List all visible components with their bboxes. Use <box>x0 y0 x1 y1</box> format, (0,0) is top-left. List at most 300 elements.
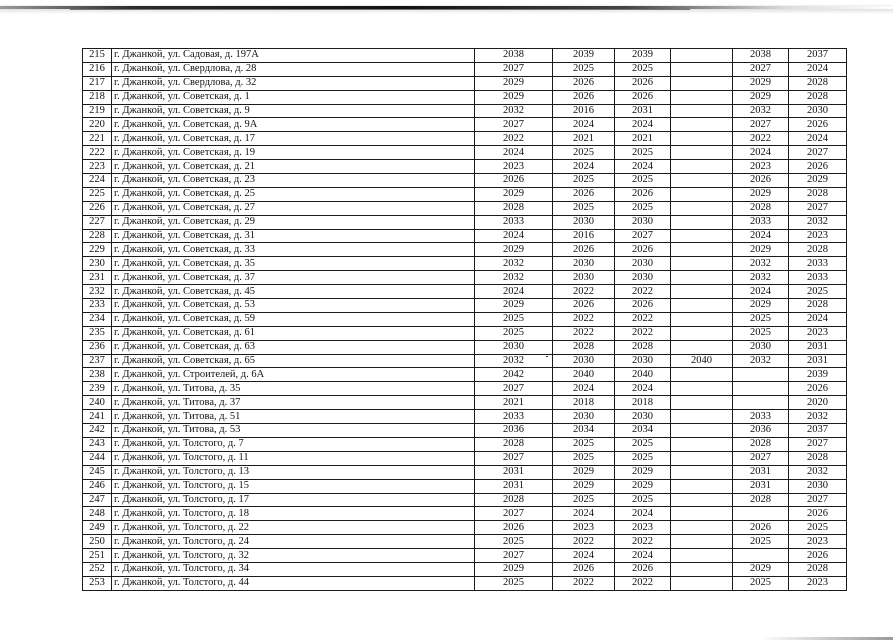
year-cell: 2031 <box>475 465 553 479</box>
year-cell: 2027 <box>733 451 789 465</box>
year-cell: 2028 <box>553 340 615 354</box>
year-cell: 2020 <box>789 396 847 410</box>
year-cell: 2027 <box>475 451 553 465</box>
year-cell: 2026 <box>475 521 553 535</box>
table-row <box>83 49 847 63</box>
year-cell: 2026 <box>789 382 847 396</box>
year-cell: 2027 <box>475 382 553 396</box>
row-number-cell: 244 <box>83 451 112 465</box>
year-cell: 2024 <box>475 285 553 299</box>
row-number-cell: 217 <box>83 76 112 90</box>
year-cell: 2030 <box>553 271 615 285</box>
address-cell: г. Джанкой, ул. Толстого, д. 32 <box>112 549 475 563</box>
year-cell: 2025 <box>615 451 671 465</box>
address-cell: г. Джанкой, ул. Толстого, д. 22 <box>112 521 475 535</box>
table-row <box>83 424 847 438</box>
year-cell: 2026 <box>553 187 615 201</box>
year-cell: 2030 <box>615 257 671 271</box>
address-cell: г. Джанкой, ул. Советская, д. 61 <box>112 326 475 340</box>
year-cell: 2025 <box>553 201 615 215</box>
table-row <box>83 62 847 76</box>
year-cell: 2027 <box>475 118 553 132</box>
year-cell: 2030 <box>615 354 671 368</box>
year-cell: 2025 <box>553 62 615 76</box>
year-cell: 2025 <box>553 493 615 507</box>
year-cell: 2022 <box>733 132 789 146</box>
year-cell: 2026 <box>553 76 615 90</box>
row-number-cell: 221 <box>83 132 112 146</box>
year-cell: 2033 <box>733 215 789 229</box>
year-cell: 2025 <box>733 576 789 590</box>
address-cell: г. Джанкой, ул. Толстого, д. 11 <box>112 451 475 465</box>
year-cell: 2031 <box>733 479 789 493</box>
year-cell: 2027 <box>789 201 847 215</box>
row-number-cell: 230 <box>83 257 112 271</box>
year-cell <box>671 174 733 188</box>
year-cell: 2025 <box>615 146 671 160</box>
table-row <box>83 340 847 354</box>
table-body <box>83 49 847 591</box>
year-cell: 2024 <box>615 549 671 563</box>
year-cell: 2025 <box>553 451 615 465</box>
address-cell: г. Джанкой, ул. Советская, д. 29 <box>112 215 475 229</box>
row-number-cell: 220 <box>83 118 112 132</box>
row-number-cell: 233 <box>83 299 112 313</box>
address-cell: г. Джанкой, ул. Толстого, д. 18 <box>112 507 475 521</box>
year-cell <box>671 257 733 271</box>
year-cell: 2039 <box>553 49 615 63</box>
year-cell: 2024 <box>553 507 615 521</box>
year-cell: 2026 <box>789 118 847 132</box>
table-row <box>83 493 847 507</box>
year-cell <box>671 160 733 174</box>
year-cell: 2024 <box>553 549 615 563</box>
table-row <box>83 271 847 285</box>
year-cell <box>671 62 733 76</box>
year-cell: 2023 <box>789 535 847 549</box>
year-cell <box>671 451 733 465</box>
year-cell: 2025 <box>733 326 789 340</box>
table-row <box>83 312 847 326</box>
year-cell: 2025 <box>553 174 615 188</box>
row-number-cell: 228 <box>83 229 112 243</box>
year-cell: 2026 <box>615 187 671 201</box>
year-cell: 2022 <box>615 285 671 299</box>
year-cell <box>671 215 733 229</box>
year-cell: 2028 <box>789 187 847 201</box>
year-cell: 2032 <box>733 104 789 118</box>
year-cell <box>671 299 733 313</box>
year-cell <box>671 507 733 521</box>
table-row <box>83 160 847 174</box>
table-row <box>83 118 847 132</box>
year-cell: 2031 <box>789 354 847 368</box>
year-cell: 2018 <box>615 396 671 410</box>
year-cell <box>671 479 733 493</box>
address-cell: г. Джанкой, ул. Советская, д. 35 <box>112 257 475 271</box>
address-cell: г. Джанкой, ул. Свердлова, д. 32 <box>112 76 475 90</box>
year-cell: 2026 <box>553 243 615 257</box>
year-cell: 2016 <box>553 104 615 118</box>
row-number-cell: 253 <box>83 576 112 590</box>
year-cell <box>671 201 733 215</box>
year-cell <box>671 104 733 118</box>
row-number-cell: 247 <box>83 493 112 507</box>
year-cell: 2029 <box>733 187 789 201</box>
year-cell: 2025 <box>475 326 553 340</box>
year-cell: 2029 <box>553 479 615 493</box>
year-cell: 2028 <box>789 299 847 313</box>
year-cell: 2032 <box>733 271 789 285</box>
year-cell: 2028 <box>733 493 789 507</box>
year-cell: 2030 <box>789 479 847 493</box>
table-row <box>83 326 847 340</box>
year-cell <box>671 382 733 396</box>
year-cell <box>671 187 733 201</box>
address-cell: г. Джанкой, ул. Советская, д. 1 <box>112 90 475 104</box>
year-cell: 2034 <box>615 424 671 438</box>
year-cell: 2028 <box>789 76 847 90</box>
address-cell: г. Джанкой, ул. Советская, д. 33 <box>112 243 475 257</box>
table-row <box>83 90 847 104</box>
table-row <box>83 465 847 479</box>
year-cell: 2030 <box>553 257 615 271</box>
year-cell <box>671 146 733 160</box>
address-cell: г. Джанкой, ул. Титова, д. 53 <box>112 424 475 438</box>
year-cell: 2023 <box>789 326 847 340</box>
table-row <box>83 521 847 535</box>
row-number-cell: 239 <box>83 382 112 396</box>
table-row <box>83 76 847 90</box>
year-cell: 2029 <box>475 243 553 257</box>
year-cell: 2029 <box>789 174 847 188</box>
address-cell: г. Джанкой, ул. Строителей, д. 6А <box>112 368 475 382</box>
year-cell: 2030 <box>553 215 615 229</box>
address-cell: г. Джанкой, ул. Советская, д. 65 <box>112 354 475 368</box>
year-cell: 2024 <box>615 118 671 132</box>
year-cell <box>671 535 733 549</box>
year-cell: 2021 <box>615 132 671 146</box>
table-row <box>83 437 847 451</box>
year-cell: 2026 <box>733 174 789 188</box>
year-cell <box>671 326 733 340</box>
address-cell: г. Джанкой, ул. Советская, д. 27 <box>112 201 475 215</box>
year-cell: 2032 <box>789 410 847 424</box>
year-cell <box>671 118 733 132</box>
table-row <box>83 451 847 465</box>
year-cell <box>671 90 733 104</box>
year-cell <box>733 507 789 521</box>
year-cell <box>671 424 733 438</box>
year-cell: 2028 <box>789 562 847 576</box>
row-number-cell: 222 <box>83 146 112 160</box>
address-cell: г. Джанкой, ул. Титова, д. 35 <box>112 382 475 396</box>
year-cell <box>671 132 733 146</box>
year-cell: 2024 <box>615 160 671 174</box>
year-cell: 2026 <box>615 562 671 576</box>
year-cell: 2042 <box>475 368 553 382</box>
year-cell <box>733 396 789 410</box>
year-cell: 2032 <box>475 104 553 118</box>
year-cell: 2026 <box>615 76 671 90</box>
row-number-cell: 246 <box>83 479 112 493</box>
year-cell: 2029 <box>475 299 553 313</box>
year-cell: 2031 <box>789 340 847 354</box>
table-row <box>83 368 847 382</box>
year-cell: 2026 <box>615 299 671 313</box>
year-cell: 2022 <box>553 285 615 299</box>
year-cell: 2029 <box>475 187 553 201</box>
year-cell: 2033 <box>789 271 847 285</box>
year-cell: 2027 <box>789 437 847 451</box>
row-number-cell: 216 <box>83 62 112 76</box>
address-cell: г. Джанкой, ул. Свердлова, д. 28 <box>112 62 475 76</box>
year-cell: 2030 <box>615 215 671 229</box>
address-cell: г. Джанкой, ул. Толстого, д. 15 <box>112 479 475 493</box>
year-cell: 2038 <box>475 49 553 63</box>
year-cell: 2027 <box>733 62 789 76</box>
year-cell: 2028 <box>789 243 847 257</box>
row-number-cell: 225 <box>83 187 112 201</box>
year-cell: 2031 <box>615 104 671 118</box>
address-cell: г. Джанкой, ул. Советская, д. 25 <box>112 187 475 201</box>
table-row <box>83 215 847 229</box>
year-cell <box>671 312 733 326</box>
year-cell: 2032 <box>475 271 553 285</box>
year-cell: 2022 <box>615 535 671 549</box>
year-cell: 2031 <box>475 479 553 493</box>
row-number-cell: 235 <box>83 326 112 340</box>
year-cell: 2025 <box>553 437 615 451</box>
year-cell: 2029 <box>733 90 789 104</box>
address-cell: г. Джанкой, ул. Советская, д. 59 <box>112 312 475 326</box>
year-cell <box>671 285 733 299</box>
year-cell: 2029 <box>553 465 615 479</box>
table-row <box>83 187 847 201</box>
year-cell: 2025 <box>615 201 671 215</box>
year-cell: 2032 <box>789 465 847 479</box>
year-cell <box>671 521 733 535</box>
year-cell: 2037 <box>789 49 847 63</box>
row-number-cell: 232 <box>83 285 112 299</box>
year-cell: 2025 <box>615 62 671 76</box>
year-cell: 2030 <box>789 104 847 118</box>
year-cell: 2025 <box>733 535 789 549</box>
row-number-cell: 215 <box>83 49 112 63</box>
year-cell: 2040 <box>615 368 671 382</box>
row-number-cell: 218 <box>83 90 112 104</box>
row-number-cell: 238 <box>83 368 112 382</box>
year-cell: 2025 <box>789 521 847 535</box>
year-cell: 2026 <box>553 299 615 313</box>
year-cell <box>671 229 733 243</box>
year-cell: 2026 <box>789 160 847 174</box>
year-cell <box>671 465 733 479</box>
year-cell: 2026 <box>475 174 553 188</box>
year-cell <box>671 493 733 507</box>
year-cell: 2023 <box>789 229 847 243</box>
address-cell: г. Джанкой, ул. Советская, д. 17 <box>112 132 475 146</box>
row-number-cell: 251 <box>83 549 112 563</box>
year-cell: 2026 <box>615 90 671 104</box>
address-cell: г. Джанкой, ул. Титова, д. 51 <box>112 410 475 424</box>
year-cell: 2025 <box>615 493 671 507</box>
year-cell: 2023 <box>733 160 789 174</box>
table-row <box>83 257 847 271</box>
row-number-cell: 242 <box>83 424 112 438</box>
year-cell: 2028 <box>789 451 847 465</box>
year-cell: 2040 <box>671 354 733 368</box>
table-row <box>83 229 847 243</box>
year-cell: 2033 <box>475 215 553 229</box>
year-cell: 2030 <box>615 271 671 285</box>
row-number-cell: 241 <box>83 410 112 424</box>
table-row <box>83 174 847 188</box>
table-row <box>83 396 847 410</box>
table-row <box>83 382 847 396</box>
year-cell: 2028 <box>475 493 553 507</box>
table-row <box>83 132 847 146</box>
table-row <box>83 410 847 424</box>
row-number-cell: 236 <box>83 340 112 354</box>
year-cell: 2036 <box>475 424 553 438</box>
year-cell <box>671 576 733 590</box>
year-cell <box>671 49 733 63</box>
year-cell: 2023 <box>553 521 615 535</box>
year-cell: 2030 <box>553 354 615 368</box>
year-cell: 2027 <box>475 62 553 76</box>
table-row <box>83 146 847 160</box>
scan-shadow-line-thin <box>70 9 690 10</box>
table-row <box>83 104 847 118</box>
year-cell: 2029 <box>733 562 789 576</box>
year-cell: 2024 <box>553 382 615 396</box>
address-cell: г. Джанкой, ул. Советская, д. 9А <box>112 118 475 132</box>
row-number-cell: 237 <box>83 354 112 368</box>
year-cell: 2032 <box>733 354 789 368</box>
year-cell: 2024 <box>553 118 615 132</box>
year-cell: 2021 <box>475 396 553 410</box>
year-cell: 2029 <box>615 479 671 493</box>
table-row <box>83 507 847 521</box>
table-row <box>83 299 847 313</box>
table-row <box>83 576 847 590</box>
address-cell: г. Джанкой, ул. Советская, д. 53 <box>112 299 475 313</box>
year-cell: 2027 <box>733 118 789 132</box>
year-cell <box>671 340 733 354</box>
address-cell: г. Джанкой, ул. Толстого, д. 34 <box>112 562 475 576</box>
year-cell: 2026 <box>553 562 615 576</box>
table-row <box>83 535 847 549</box>
year-cell: 2039 <box>615 49 671 63</box>
year-cell: 2025 <box>475 576 553 590</box>
year-cell <box>671 562 733 576</box>
year-cell: 2027 <box>475 549 553 563</box>
year-cell: 2040 <box>553 368 615 382</box>
address-cell: г. Джанкой, ул. Толстого, д. 17 <box>112 493 475 507</box>
year-cell <box>671 368 733 382</box>
address-cell: г. Джанкой, ул. Советская, д. 45 <box>112 285 475 299</box>
year-cell: 2024 <box>733 146 789 160</box>
housing-schedule-table <box>82 48 847 591</box>
year-cell: 2036 <box>733 424 789 438</box>
year-cell: 2028 <box>789 90 847 104</box>
row-number-cell: 227 <box>83 215 112 229</box>
year-cell: 2030 <box>615 410 671 424</box>
year-cell: 2033 <box>789 257 847 271</box>
year-cell: 2027 <box>789 146 847 160</box>
table-row <box>83 562 847 576</box>
year-cell: 2033 <box>475 410 553 424</box>
address-cell: г. Джанкой, ул. Титова, д. 37 <box>112 396 475 410</box>
year-cell: 2024 <box>475 146 553 160</box>
year-cell: 2022 <box>615 576 671 590</box>
year-cell <box>733 382 789 396</box>
year-cell: 2026 <box>615 243 671 257</box>
year-cell: 2030 <box>475 340 553 354</box>
year-cell: 2029 <box>475 76 553 90</box>
row-number-cell: 248 <box>83 507 112 521</box>
year-cell: 2026 <box>789 549 847 563</box>
row-number-cell: 226 <box>83 201 112 215</box>
address-cell: г. Джанкой, ул. Советская, д. 31 <box>112 229 475 243</box>
year-cell: 2038 <box>733 49 789 63</box>
year-cell: 2025 <box>553 146 615 160</box>
row-number-cell: 252 <box>83 562 112 576</box>
scan-speck <box>546 356 548 357</box>
year-cell: 2025 <box>475 312 553 326</box>
year-cell: 2021 <box>553 132 615 146</box>
year-cell: 2022 <box>553 312 615 326</box>
year-cell: 2024 <box>789 62 847 76</box>
address-cell: г. Джанкой, ул. Толстого, д. 24 <box>112 535 475 549</box>
year-cell: 2028 <box>475 437 553 451</box>
year-cell: 2024 <box>615 507 671 521</box>
address-cell: г. Джанкой, ул. Толстого, д. 7 <box>112 437 475 451</box>
year-cell: 2028 <box>615 340 671 354</box>
row-number-cell: 229 <box>83 243 112 257</box>
address-cell: г. Джанкой, ул. Толстого, д. 44 <box>112 576 475 590</box>
year-cell: 2025 <box>475 535 553 549</box>
year-cell: 2029 <box>733 243 789 257</box>
year-cell: 2024 <box>789 132 847 146</box>
row-number-cell: 249 <box>83 521 112 535</box>
year-cell: 2031 <box>733 465 789 479</box>
row-number-cell: 240 <box>83 396 112 410</box>
address-cell: г. Джанкой, ул. Советская, д. 9 <box>112 104 475 118</box>
address-cell: г. Джанкой, ул. Советская, д. 19 <box>112 146 475 160</box>
year-cell: 2022 <box>615 326 671 340</box>
year-cell: 2026 <box>553 90 615 104</box>
address-cell: г. Джанкой, ул. Толстого, д. 13 <box>112 465 475 479</box>
year-cell: 2022 <box>615 312 671 326</box>
year-cell <box>671 437 733 451</box>
year-cell: 2027 <box>475 507 553 521</box>
year-cell: 2028 <box>733 201 789 215</box>
year-cell: 2034 <box>553 424 615 438</box>
year-cell: 2037 <box>789 424 847 438</box>
year-cell: 2029 <box>733 76 789 90</box>
year-cell: 2032 <box>789 215 847 229</box>
year-cell: 2023 <box>475 160 553 174</box>
year-cell: 2023 <box>789 576 847 590</box>
year-cell: 2024 <box>615 382 671 396</box>
year-cell: 2022 <box>553 535 615 549</box>
year-cell: 2023 <box>615 521 671 535</box>
year-cell: 2025 <box>789 285 847 299</box>
year-cell: 2022 <box>553 326 615 340</box>
year-cell: 2024 <box>475 229 553 243</box>
